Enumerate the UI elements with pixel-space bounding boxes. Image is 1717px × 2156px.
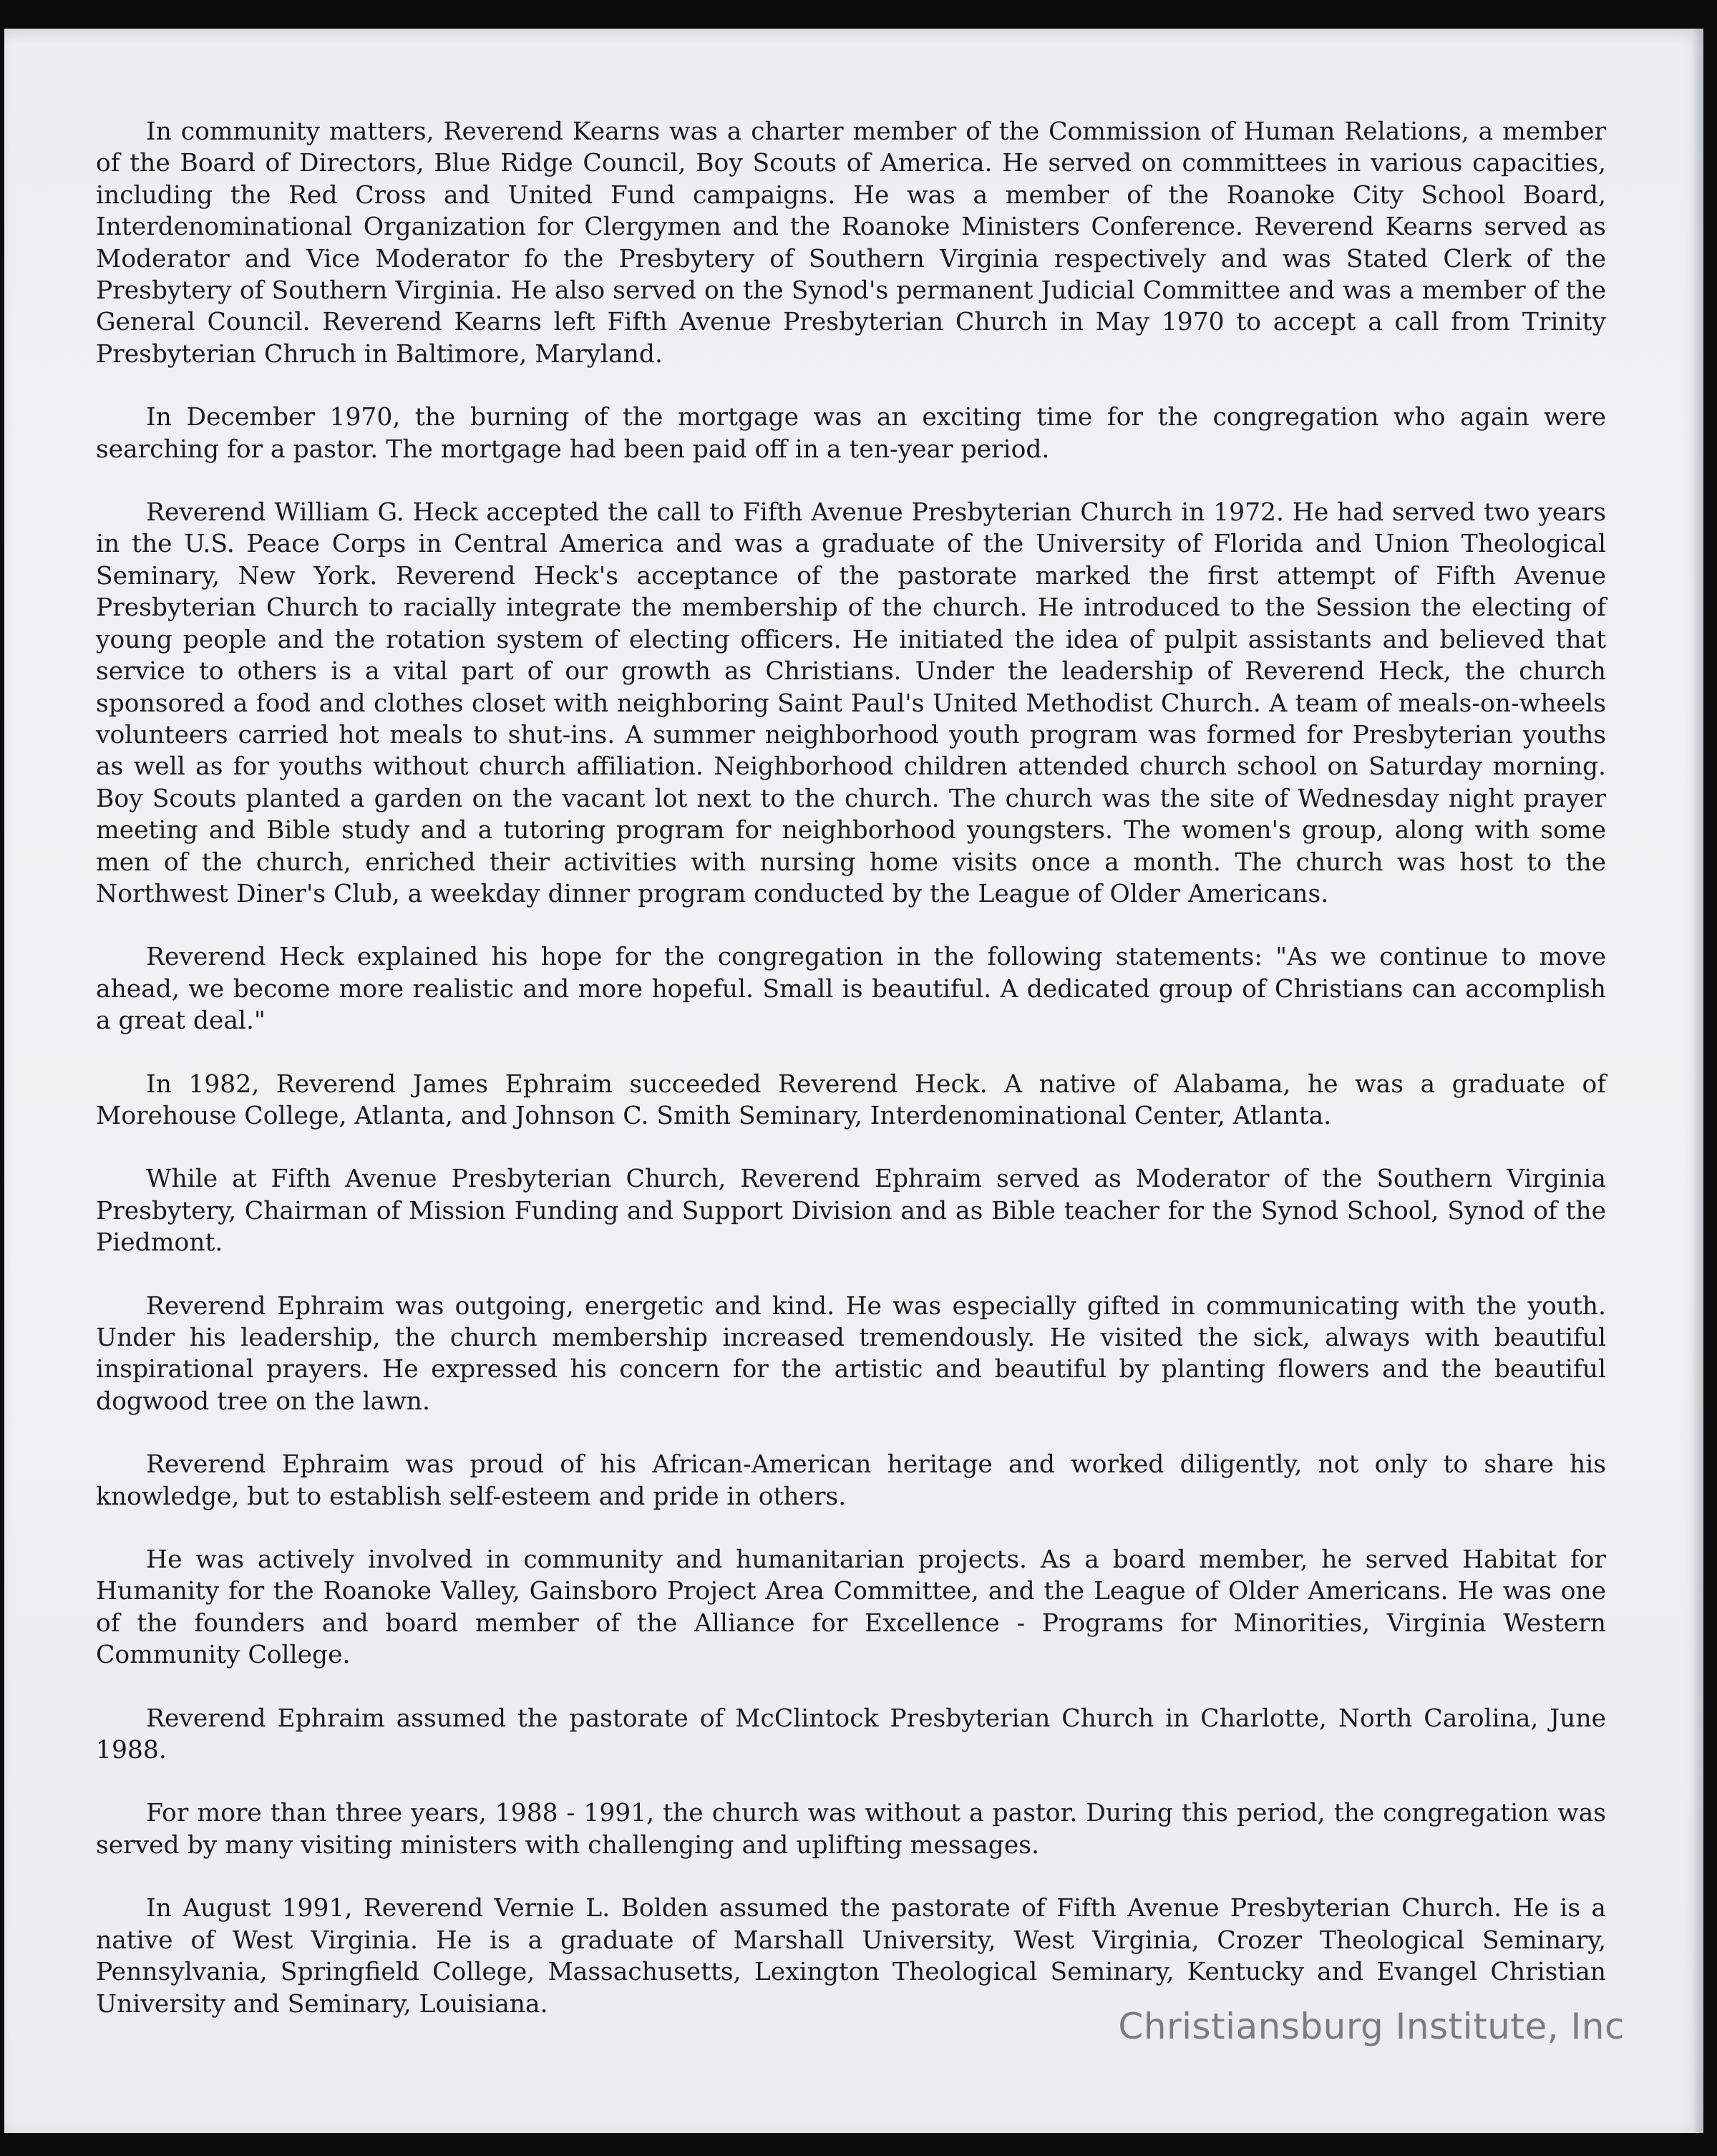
paragraph-ephraim-departure: Reverend Ephraim assumed the pastorate of McClintock Presbyterian Church in Charlotte, North Carolina, June 1988. <box>96 1704 1606 1765</box>
watermark: Christiansburg Institute, Inc <box>1118 2006 1625 2047</box>
paragraph-kearns-community: In community matters, Reverend Kearns was a charter member of the Commission of Human Relations, a member of the Board of Directors, Blue Ridge Council, Boy Scouts of America. He served on committees in various capacities, including the Red Cross and United Fund campaigns. He was a member of the Roanoke City School Board, Interdenominational Organization for Clergymen and the Roanoke Ministers Conference. Reverend Kearns served as Moderator and Vice Moderator fo the Presbytery of Southern Virginia respectively and was Stated Clerk of the Presbytery of Southern Virginia. He also served on the Synod's permanent Judicial Committee and was a member of the General Council. Reverend Kearns left Fifth Avenue Presbyterian Church in May 1970 to accept a call from Trinity Presbyterian Chruch in Baltimore, Maryland. <box>96 117 1606 369</box>
body-text <box>96 116 1606 2051</box>
paragraph-heck-quote: Reverend Heck explained his hope for the congregation in the following statements: "As we continue to move ahead, we become more realistic and more hopeful. Small is beautiful. A dedicated group of Christians can accomplish a great deal." <box>96 943 1606 1036</box>
paragraph-vacancy: For more than three years, 1988 - 1991, the church was without a pastor. During this period, the congregation was served by many visiting ministers with challenging and uplifting messages. <box>96 1799 1606 1860</box>
paragraph-ephraim-character: Reverend Ephraim was outgoing, energetic and kind. He was especially gifted in communicating with the youth. Under his leadership, the church membership increased tremendously. He visited the sick, always with beautiful inspirational prayers. He expressed his concern for the artistic and beautiful by planting flowers and the beautiful dogwood tree on the lawn. <box>96 1291 1606 1416</box>
document-page <box>4 29 1703 2133</box>
paragraph-ephraim-heritage: Reverend Ephraim was proud of his African-American heritage and worked diligently, not only to share his knowledge, but to establish self-esteem and pride in others. <box>96 1450 1606 1511</box>
paragraph-ephraim-community: He was actively involved in community and humanitarian projects. As a board member, he served Habitat for Humanity for the Roanoke Valley, Gainsboro Project Area Committee, and the League of Older Americans. He was one of the founders and board member of the Alliance for Excellence - Programs for Minorities, Virginia Western Community College. <box>96 1545 1606 1670</box>
paragraph-mortgage-burning: In December 1970, the burning of the mortgage was an exciting time for the congregation who again were searching for a pastor. The mortgage had been paid off in a ten-year period. <box>96 403 1606 464</box>
page-edge-shadow <box>1692 29 1703 2133</box>
paragraph-bolden: In August 1991, Reverend Vernie L. Bolden assumed the pastorate of Fifth Avenue Presbyterian Church. He is a native of West Virginia. He is a graduate of Marshall University, West Virginia, Crozer Theological Seminary, Pennsylvania, Springfield College, Massachusetts, Lexington Theological Seminary, Kentucky and Evangel Christian University and Seminary, Louisiana. <box>96 1894 1606 2019</box>
paragraph-ephraim-succession: In 1982, Reverend James Ephraim succeeded Reverend Heck. A native of Alabama, he was a graduate of Morehouse College, Atlanta, and Johnson C. Smith Seminary, Interdenominational Center, Atlanta. <box>96 1069 1606 1130</box>
paragraph-ephraim-roles: While at Fifth Avenue Presbyterian Church, Reverend Ephraim served as Moderator of the Southern Virginia Presbytery, Chairman of Mission Funding and Support Division and as Bible teacher for the Synod School, Synod of the Piedmont. <box>96 1165 1606 1258</box>
paragraph-heck-call: Reverend William G. Heck accepted the call to Fifth Avenue Presbyterian Church in 1972. He had served two years in the U.S. Peace Corps in Central America and was a graduate of the University of Florida and Union Theological Seminary, New York. Reverend Heck's acceptance of the pastorate marked the first attempt of Fifth Avenue Presbyterian Church to racially integrate the membership of the church. He introduced to the Session the electing of young people and the rotation system of electing officers. He initiated the idea of pulpit assistants and believed that service to others is a vital part of our growth as Christians. Under the leadership of Reverend Heck, the church sponsored a food and clothes closet with neighboring Saint Paul's United Methodist Church. A team of meals-on-wheels volunteers carried hot meals to shut-ins. A summer neighborhood youth program was formed for Presbyterian youths as well as for youths without church affiliation. Neighborhood children attended church school on Saturday morning. Boy Scouts planted a garden on the vacant lot next to the church. The church was the site of Wednesday night prayer meeting and Bible study and a tutoring program for neighborhood youngsters. The women's group, along with some men of the church, enriched their activities with nursing home visits once a month. The church was host to the Northwest Diner's Club, a weekday dinner program conducted by the League of Older Americans. <box>96 498 1606 908</box>
